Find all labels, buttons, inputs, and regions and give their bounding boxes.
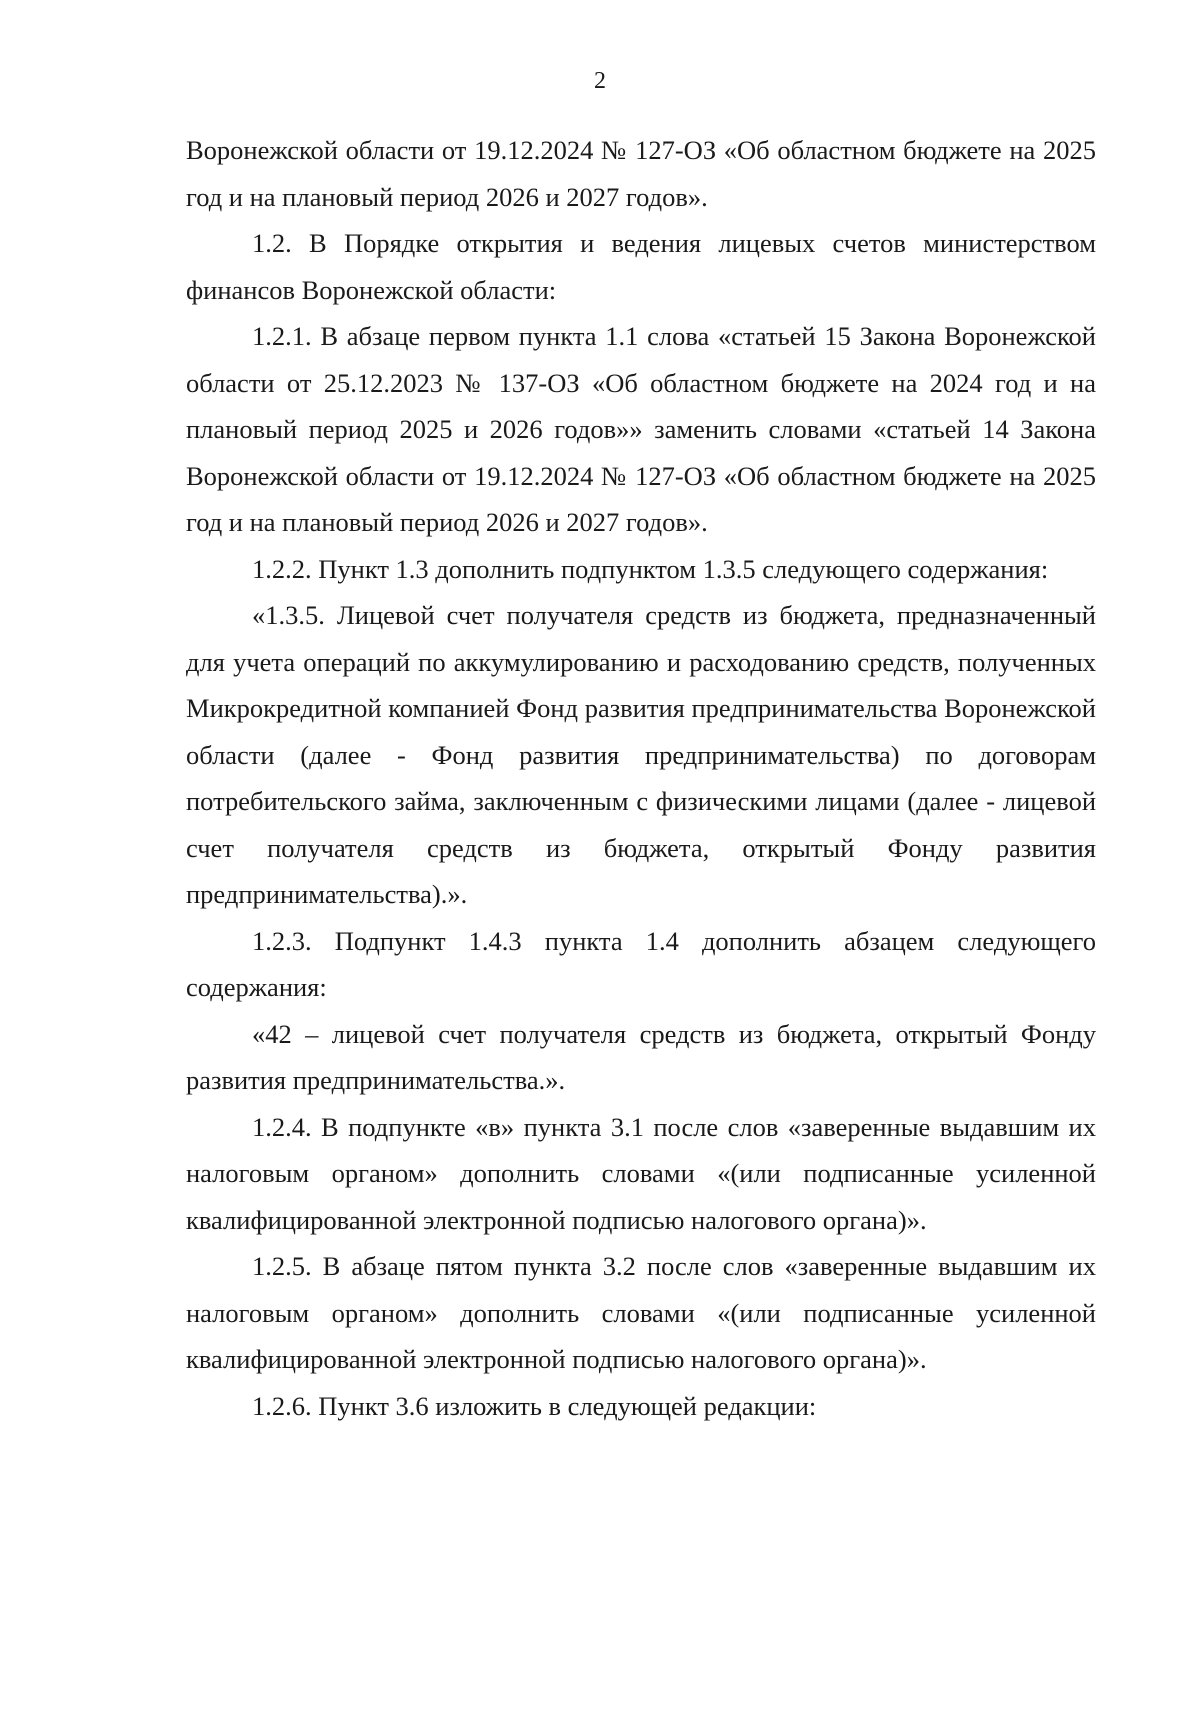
paragraph-1-2-6: 1.2.6. Пункт 3.6 изложить в следующей редакции: [252,1390,817,1421]
page-number: 2 [594,68,606,94]
paragraph-42-quote: «42 – лицевой счет получателя средств из бюджета, открытый Фонду развития предпринимательства.». [186,1018,1096,1095]
paragraph-1-2-2: 1.2.2. Пункт 1.3 дополнить подпунктом 1.3.5 следующего содержания: [252,553,1049,584]
paragraph-1-2-5: 1.2.5. В абзаце пятом пункта 3.2 после слов «заверенные выдавшим их налоговым органом» дополнить словами «(или подписанные усиленной квалифицированной электронной подписью налогового органа)». [186,1251,1096,1374]
paragraph-1-3-5-quote: «1.3.5. Лицевой счет получателя средств из бюджета, предназначенный для учета операций по аккумулированию и расходованию средств, полученных Микрокредитной компанией Фонд развития предпринимательства Воронежской области (далее - Фонд развития предпринимательства) по договорам потребительского займа, заключенным с физическими лицами (далее - лицевой счет получателя средств из бюджета, открытый Фонду развития предпринимательства).». [186,600,1096,909]
paragraph-1-2: 1.2. В Порядке открытия и ведения лицевых счетов министерством финансов Воронежской области: [186,228,1096,305]
paragraph-1-2-1: 1.2.1. В абзаце первом пункта 1.1 слова «статьей 15 Закона Воронежской области от 25.12.2023 № 137-ОЗ «Об областном бюджете на 2024 год и на плановый период 2025 и 2026 годов»» заменить словами «статьей 14 Закона Воронежской области от 19.12.2024 № 127-ОЗ «Об областном бюджете на 2025 год и на плановый период 2026 и 2027 годов». [186,321,1096,537]
document-body [186,127,1096,1429]
paragraph-1-2-4: 1.2.4. В подпункте «в» пункта 3.1 после слов «заверенные выдавшим их налоговым органом» дополнить словами «(или подписанные усиленной квалифицированной электронной подписью налогового органа)». [186,1111,1096,1235]
paragraph-continuation: Воронежской области от 19.12.2024 № 127-ОЗ «Об областном бюджете на 2025 год и на плановый период 2026 и 2027 годов». [186,135,1096,212]
paragraph-1-2-3: 1.2.3. Подпункт 1.4.3 пункта 1.4 дополнить абзацем следующего содержания: [186,925,1096,1002]
